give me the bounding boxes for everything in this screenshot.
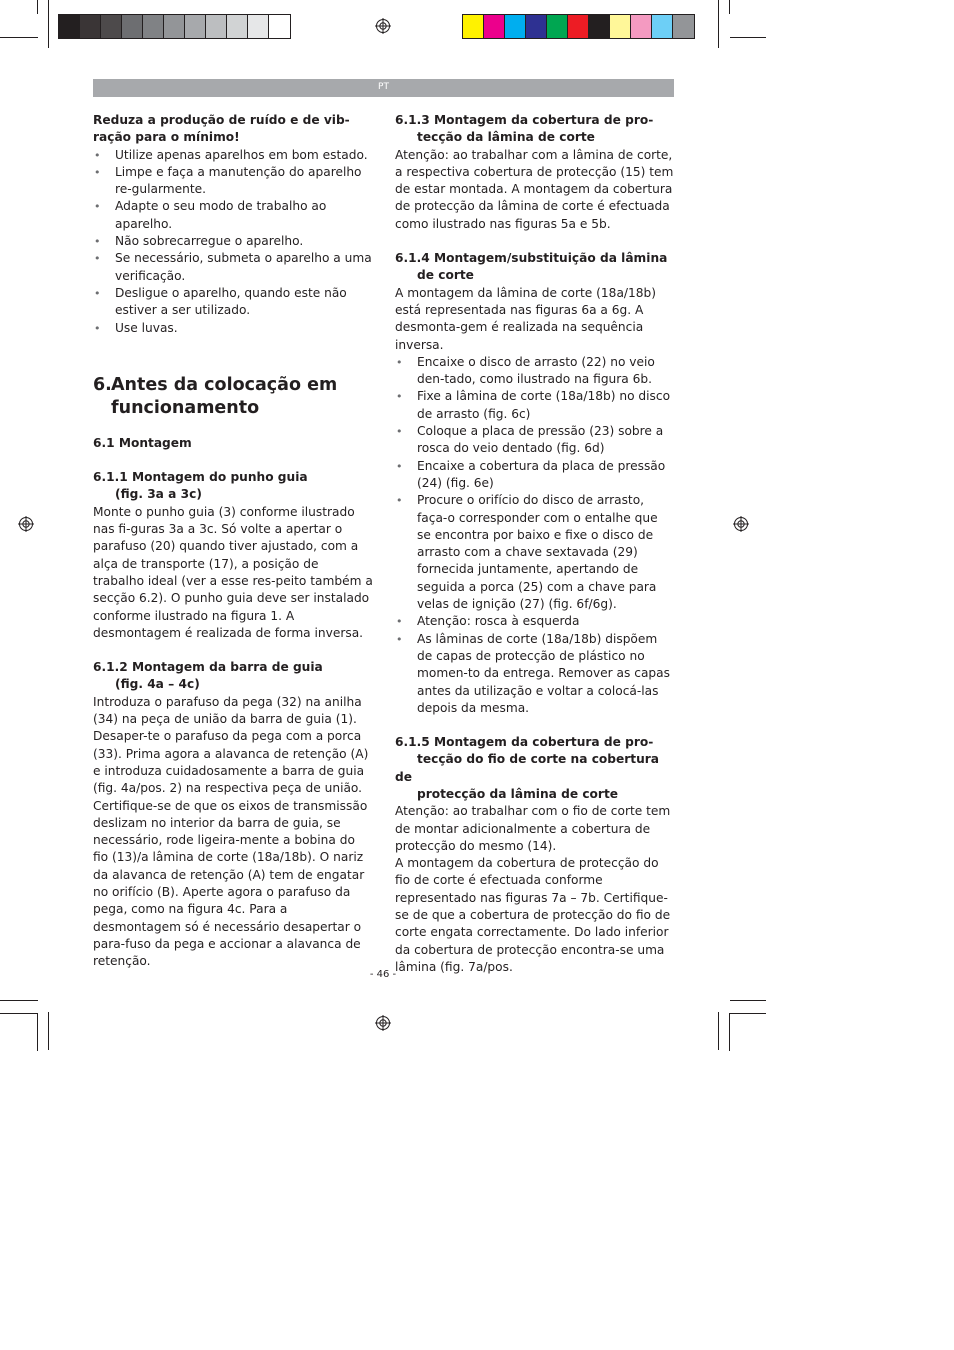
section-heading-6-1-4 (395, 250, 675, 285)
list-item: • Utilize apenas aparelhos em bom estado. (93, 147, 373, 164)
list-item: • Procure o orifício do disco de arrasto, faça-o corresponder com o entalhe que se encontra por baixo e fixe o disco de arrasto com a chave sextavada (29) fornecida juntamente, apertando de seguida a porca (25) com a chave para velas de ignição (27) (fig. 6f/6g). (395, 492, 675, 613)
chapter-title-line1: Antes da colocação em (111, 374, 338, 395)
registration-mark-icon (18, 516, 34, 532)
chapter-title-line2: funcionamento (111, 397, 260, 418)
color-swatch (610, 15, 631, 38)
paragraph-6-1-5b: A montagem da cobertura de protecção do fio de corte é efectuada conforme representado nas figuras 7a – 7b. Certifique-se de que a cobertura de protecção do fio de corte engata correctamente. Do lado inferior da cobertura de protecção encontra-se uma lâmina (fig. 7a/pos. (395, 856, 671, 974)
crop-mark (37, 1013, 38, 1051)
section-heading-6-1-3 (395, 112, 675, 147)
color-swatch (505, 15, 526, 38)
section-heading-6-1: 6.1 Montagem (93, 435, 192, 450)
crop-mark (729, 1013, 730, 1051)
paragraph-6-1-2: Introduza o parafuso da pega (32) na anilha (34) na peça de união da barra de guia (1). Desaper-te o parafuso da pega com a porca (33). Prima agora a alavanca de retenção (A) e introduza cuidadosamente a barra de guia (fig. 4a/pos. 2) na respectiva peça de união. Certifique-se de que os eixos de transmissão deslizam no interior da barra de guia, se necessário, rode ligeira-mente a bobina do fio (13)/a lâmina de corte (18a/18b). O nariz da alavanca de retenção (A) tem de engatar no orifício (B). Aperte agora o parafuso da pega, como na figura 4c. Para a desmontagem só é necessário desapertar o para-fuso da pega e accionar a alavanca de retenção. (93, 694, 369, 969)
color-swatch (269, 15, 290, 38)
color-swatch (652, 15, 673, 38)
heading-line: protecção da lâmina de corte (417, 786, 619, 801)
list-item: • Não sobrecarregue o aparelho. (93, 233, 373, 250)
heading-line: (fig. 4a – 4c) (115, 677, 200, 692)
heading-line: 6.1.1 Montagem do punho guia (93, 470, 308, 485)
color-swatch (568, 15, 589, 38)
heading-line: (fig. 3a a 3c) (115, 487, 202, 502)
crop-mark (48, 1012, 49, 1050)
heading-line: 6.1.4 Montagem/substituição da lâmina (395, 251, 668, 266)
crop-mark (718, 1012, 719, 1050)
process-color-bar (462, 14, 695, 39)
list-item: • Fixe a lâmina de corte (18a/18b) no disco de arrasto (fig. 6c) (395, 388, 675, 423)
crop-mark (730, 1013, 766, 1014)
paragraph-6-1-3: Atenção: ao trabalhar com a lâmina de corte, a respectiva cobertura de protecção (15) tem de estar montada. A montagem da cobertura de protecção da lâmina de corte é efectuada como ilustrado nas figuras 5a e 5b. (395, 147, 674, 231)
list-item: • Encaixe o disco de arrasto (22) no veio den-tado, como ilustrado na figura 6b. (395, 354, 675, 389)
color-swatch (101, 15, 122, 38)
heading-line: tecção da lâmina de corte (417, 130, 595, 145)
left-column (93, 112, 373, 970)
list-item: • Desligue o aparelho, quando este não estiver a ser utilizado. (93, 285, 373, 320)
list-item: • Coloque a placa de pressão (23) sobre a rosca do veio dentado (fig. 6d) (395, 423, 675, 458)
noise-heading-line1: Reduza a produção de ruído e de vib- (93, 113, 350, 127)
heading-line: 6.1.2 Montagem da barra de guia (93, 660, 323, 675)
list-item: • Atenção: rosca à esquerda (395, 613, 675, 630)
grayscale-color-bar (58, 14, 291, 39)
crop-mark (730, 37, 766, 38)
section-heading-6-1-1 (93, 469, 373, 504)
section-heading-6-1-2 (93, 659, 373, 694)
heading-line: 6.1.5 Montagem da cobertura de pro- (395, 735, 654, 750)
paragraph-6-1-1: Monte o punho guia (3) conforme ilustrado nas fi-guras 3a a 3c. Só volte a apertar o parafuso (20) quando tiver ajustado, com a alça de transporte (17), a posição de trabalho ideal (ver a esse res-peito também a secção 6.2). O punho guia deve ser instalado conforme ilustrado na figura 1. A desmontagem é realizada de forma inversa. (93, 504, 373, 640)
color-swatch (526, 15, 547, 38)
paragraph-6-1-4: A montagem da lâmina de corte (18a/18b) está representada nas figuras 6a a 6g. A desmonta-gem é realizada na sequência inversa. (395, 285, 657, 352)
crop-mark (729, 0, 730, 14)
color-swatch (164, 15, 185, 38)
list-item: • Se necessário, submeta o aparelho a uma verificação. (93, 250, 373, 285)
list-item: • As lâminas de corte (18a/18b) dispõem de capas de protecção de plástico no momen-to da entrega. Remover as capas antes da utilização e voltar a colocá-las depois da mesma. (395, 631, 675, 717)
heading-line: 6.1.3 Montagem da cobertura de pro- (395, 113, 654, 127)
crop-mark (0, 37, 38, 38)
color-swatch (206, 15, 227, 38)
list-item: • Limpe e faça a manutenção do aparelho re-gularmente. (93, 164, 373, 199)
color-swatch (631, 15, 652, 38)
list-item: • Use luvas. (93, 320, 373, 337)
color-swatch (463, 15, 484, 38)
crop-mark (48, 0, 49, 48)
color-swatch (589, 15, 610, 38)
language-label: PT (378, 82, 389, 92)
noise-list (93, 147, 373, 337)
section-heading-6-1-5 (395, 734, 675, 803)
color-swatch (185, 15, 206, 38)
crop-mark (730, 1000, 766, 1001)
color-swatch (59, 15, 80, 38)
color-swatch (143, 15, 164, 38)
registration-mark-icon (733, 516, 749, 532)
heading-line: de corte (417, 268, 474, 283)
color-swatch (547, 15, 568, 38)
crop-mark (0, 1000, 38, 1001)
right-column (395, 112, 675, 976)
language-header-bar (93, 79, 674, 97)
paragraph-6-1-5a: Atenção: ao trabalhar com o fio de corte tem de montar adicionalmente a cobertura de protecção do mesmo (14). (395, 804, 671, 853)
color-swatch (248, 15, 269, 38)
blade-steps-list (395, 354, 675, 717)
color-swatch (227, 15, 248, 38)
crop-mark (0, 1013, 38, 1014)
list-item: • Encaixe a cobertura da placa de pressão (24) (fig. 6e) (395, 458, 675, 493)
crop-mark (37, 0, 38, 14)
color-swatch (122, 15, 143, 38)
chapter-heading (93, 374, 373, 420)
crop-mark (718, 0, 719, 48)
noise-heading-line2: ração para o mínimo! (93, 130, 240, 145)
chapter-number: 6. (93, 374, 112, 395)
color-swatch (673, 15, 694, 38)
registration-mark-icon (375, 1015, 391, 1031)
registration-mark-icon (375, 18, 391, 34)
page-number: - 46 - (369, 969, 397, 980)
color-swatch (484, 15, 505, 38)
list-item: • Adapte o seu modo de trabalho ao aparelho. (93, 198, 373, 233)
heading-line: tecção do fio de corte na cobertura de (395, 752, 660, 784)
noise-heading (93, 112, 373, 147)
color-swatch (80, 15, 101, 38)
